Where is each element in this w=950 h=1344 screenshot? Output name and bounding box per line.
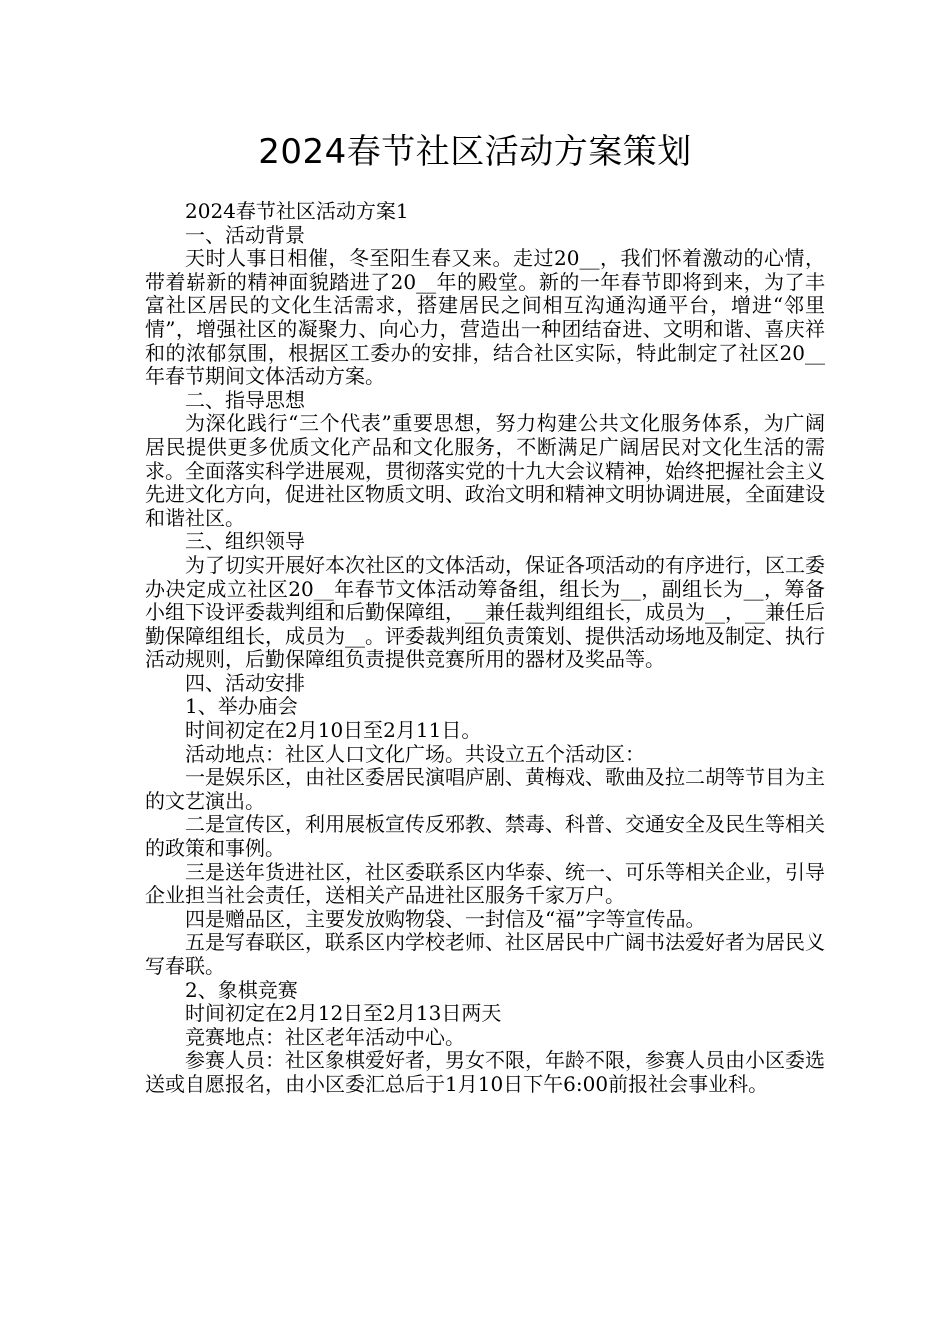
paragraph-zone-couplets: 五是写春联区，联系区内学校老师、社区居民中广阔书法爱好者为居民义写春联。 <box>145 930 825 978</box>
section-heading-background: 一、活动背景 <box>185 222 305 247</box>
paragraph-temple-fair-time: 时间初定在2月10日至2月11日。 <box>185 718 482 743</box>
subheading-temple-fair: 1、举办庙会 <box>185 694 298 719</box>
section-heading-organization: 三、组织领导 <box>185 529 305 554</box>
paragraph-organization: 为了切实开展好本次社区的文体活动，保证各项活动的有序进行，区工委办决定成立社区20__年春节文体活动筹备组，组长为__，副组长为__，筹备小组下设评委裁判组和后勤保障组，__兼任裁判组组长，成员为__，__兼任后勤保障组组长，成员为__。评委裁判组负责策划、提供活动场地及制定、执行活动规则，后勤保障组负责提供竞赛所用的器材及奖品等。 <box>145 552 825 672</box>
paragraph-background: 天时人事日相催，冬至阳生春又来。走过20__，我们怀着激动的心情，带着崭新的精神面貌踏进了20__年的殿堂。新的一年春节即将到来，为了丰富社区居民的文化生活需求，搭建居民之间相互沟通沟通平台，增进“邻里情”，增强社区的凝聚力、向心力，营造出一种团结奋进、文明和谐、喜庆祥和的浓郁氛围，根据区工委办的安排，结合社区实际，特此制定了社区20__年春节期间文体活动方案。 <box>145 246 825 389</box>
document-title: 2024春节社区活动方案策划 <box>258 132 692 172</box>
paragraph-zone-new-year-goods: 三是送年货进社区，社区委联系区内华泰、统一、可乐等相关企业，引导企业担当社会责任，送相关产品进社区服务千家万户。 <box>145 859 825 908</box>
paragraph-zone-publicity: 二是宣传区，利用展板宣传反邪教、禁毒、科普、交通安全及民生等相关的政策和事例。 <box>145 812 825 861</box>
subheading-chess-contest: 2、象棋竞赛 <box>185 977 298 1002</box>
paragraph-guiding-ideology: 为深化践行“三个代表”重要思想，努力构建公共文化服务体系，为广阔居民提供更多优质文化产品和文化服务，不断满足广阔居民对文化生活的需求。全面落实科学进展观，贯彻落实党的十九大会议精神，始终把握社会主义先进文化方向，促进社区物质文明、政治文明和精神文明协调进展，全面建设和谐社区。 <box>145 411 825 530</box>
document-body <box>145 200 825 1097</box>
paragraph-temple-fair-location: 活动地点：社区人口文化广场。共设立五个活动区： <box>185 741 645 766</box>
section-heading-arrangements: 四、活动安排 <box>185 670 305 695</box>
paragraph-zone-entertainment: 一是娱乐区，由社区委居民演唱庐剧、黄梅戏、歌曲及拉二胡等节目为主的文艺演出。 <box>145 765 825 813</box>
paragraph-zone-gifts: 四是赠品区，主要发放购物袋、一封信及“福”字等宣传品。 <box>185 906 706 931</box>
section-heading-guiding-ideology: 二、指导思想 <box>185 387 305 412</box>
paragraph-chess-participants: 参赛人员：社区象棋爱好者，男女不限，年龄不限，参赛人员由小区委选送或自愿报名，由小区委汇总后于1月10日下午6:00前报社会事业科。 <box>145 1048 825 1096</box>
paragraph-chess-location: 竞赛地点：社区老年活动中心。 <box>185 1024 465 1049</box>
paragraph-chess-time: 时间初定在2月12日至2月13日两天 <box>185 1001 502 1026</box>
section-heading-plan-1: 2024春节社区活动方案1 <box>185 199 409 223</box>
